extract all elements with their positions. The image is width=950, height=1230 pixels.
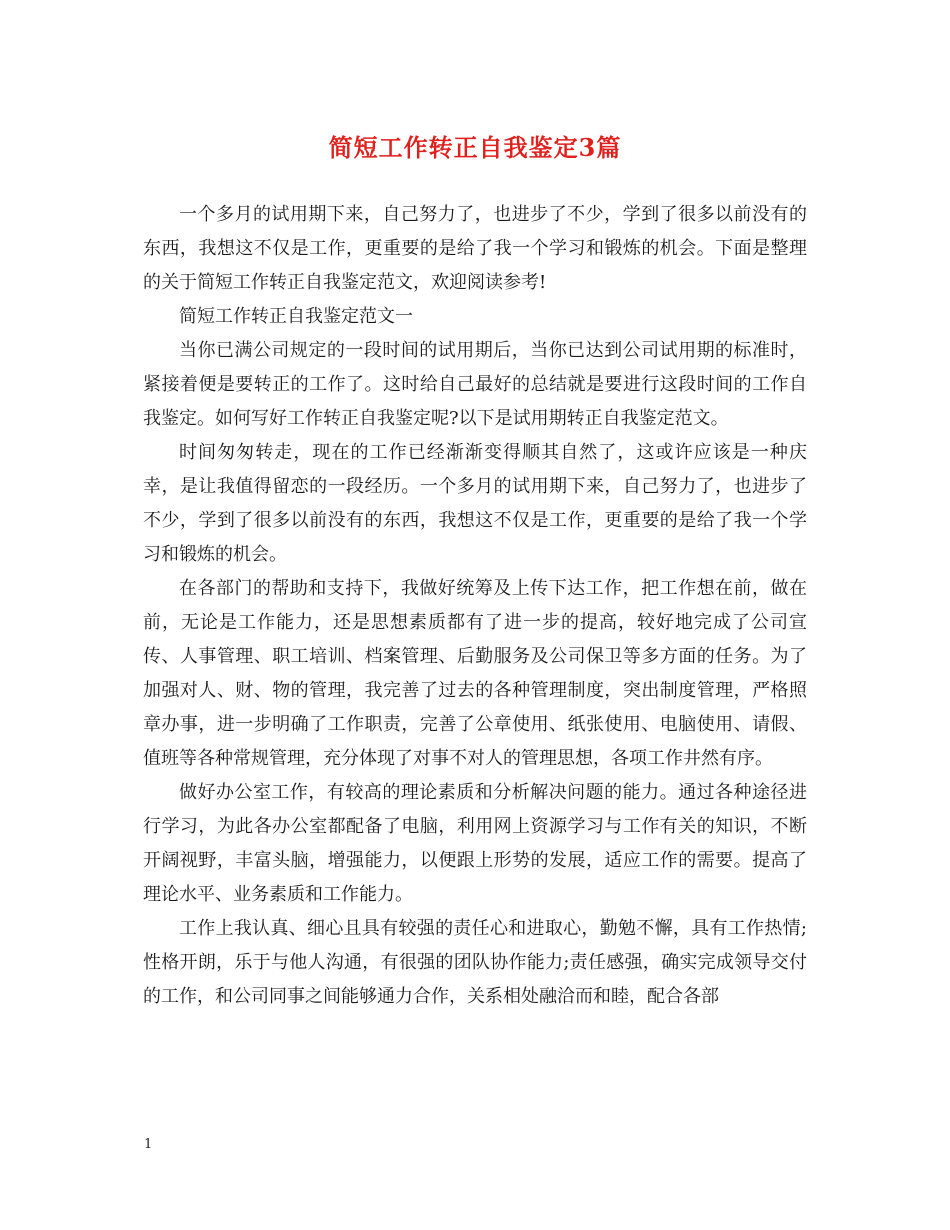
paragraph: 时间匆匆转走，现在的工作已经渐渐变得顺其自然了，这或许应该是一种庆幸，是让我值得留恋的一段经历。一个多月的试用期下来，自己努力了，也进步了不少，学到了很多以前没有的东西，我想这不仅是工作，更重要的是给了我一个学习和锻炼的机会。 <box>143 442 807 565</box>
paragraph: 在各部门的帮助和支持下，我做好统筹及上传下达工作，把工作想在前，做在前，无论是工作能力，还是思想素质都有了进一步的提高，较好地完成了公司宣传、人事管理、职工培训、档案管理、后勤服务及公司保卫等多方面的任务。为了加强对人、财、物的管理，我完善了过去的各种管理制度，突出制度管理，严格照章办事，进一步明确了工作职责，完善了公章使用、纸张使用、电脑使用、请假、值班等各种常规管理，充分体现了对事不对人的管理思想，各项工作井然有序。 <box>143 578 807 769</box>
paragraph: 做好办公室工作，有较高的理论素质和分析解决问题的能力。通过各种途径进行学习，为此各办公室都配备了电脑，利用网上资源学习与工作有关的知识，不断开阔视野，丰富头脑，增强能力，以便跟上形势的发展，适应工作的需要。提高了理论水平、业务素质和工作能力。 <box>143 782 807 905</box>
paragraph: 工作上我认真、细心且具有较强的责任心和进取心，勤勉不懈，具有工作热情;性格开朗，乐于与他人沟通，有很强的团队协作能力;责任感强，确实完成领导交付的工作，和公司同事之间能够通力合作，关系相处融洽而和睦，配合各部 <box>143 918 807 1007</box>
document-title: 简短工作转正自我鉴定3篇 <box>328 133 622 162</box>
document-body <box>143 198 807 1014</box>
page-number: 1 <box>144 1137 153 1152</box>
paragraph-intro: 一个多月的试用期下来，自己努力了，也进步了不少，学到了很多以前没有的东西，我想这不仅是工作，更重要的是给了我一个学习和锻炼的机会。下面是整理的关于简短工作转正自我鉴定范文，欢迎阅读参考! <box>143 204 807 293</box>
paragraph-section-heading: 简短工作转正自我鉴定范文一 <box>179 306 413 327</box>
paragraph: 当你已满公司规定的一段时间的试用期后，当你已达到公司试用期的标准时，紧接着便是要转正的工作了。这时给自己最好的总结就是要进行这段时间的工作自我鉴定。如何写好工作转正自我鉴定呢?以下是试用期转正自我鉴定范文。 <box>143 340 807 429</box>
